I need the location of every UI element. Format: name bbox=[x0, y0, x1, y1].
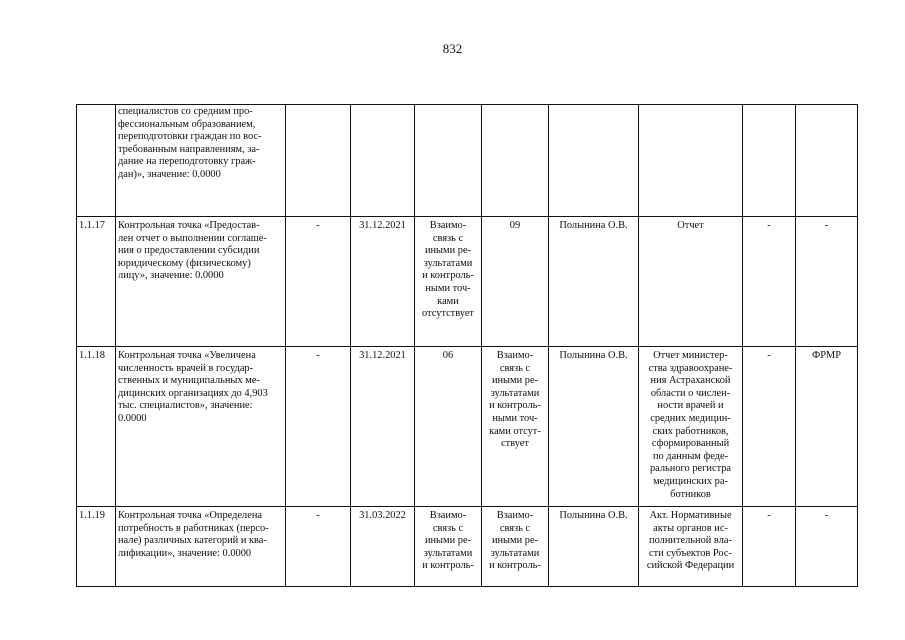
cell-document bbox=[639, 105, 743, 217]
cell-text-line: ками bbox=[437, 295, 459, 307]
cell-text-line: по данным феде- bbox=[652, 450, 729, 462]
cell-description bbox=[116, 217, 286, 347]
cell-responsible bbox=[549, 105, 639, 217]
page-number: 832 bbox=[442, 41, 463, 56]
cell-text-line: Полынина О.В. bbox=[559, 220, 628, 231]
cell-col6 bbox=[482, 507, 549, 587]
cell-text-line: - bbox=[767, 220, 771, 231]
cell-text-line: иными ре- bbox=[491, 535, 539, 547]
cell-text-line: тыс. специалистов», значение: bbox=[118, 400, 253, 412]
cell-text-line: рального регистра bbox=[649, 463, 732, 475]
cell-text-line: иными ре- bbox=[491, 375, 539, 387]
cell-responsible bbox=[549, 347, 639, 507]
cell-text-line: иными ре- bbox=[424, 535, 472, 547]
cell-text-line: дицинских организациях до 4,903 bbox=[118, 387, 268, 399]
cell-text-line: - bbox=[316, 510, 320, 521]
cell-number bbox=[77, 347, 116, 507]
cell-text-line: дан)», значение: 0.0000 bbox=[118, 168, 221, 180]
cell-description bbox=[116, 105, 286, 217]
cell-text-line: и контроль- bbox=[489, 400, 541, 412]
cell-col6 bbox=[482, 347, 549, 507]
cell-text-line: переподготовки граждан по вос- bbox=[118, 131, 262, 143]
cell-text-line: ственных и муниципальных ме- bbox=[118, 375, 260, 387]
cell-text-line: связь с bbox=[432, 522, 464, 534]
cell-number bbox=[77, 217, 116, 347]
cell-col3 bbox=[286, 347, 351, 507]
cell-text-line: сийской Федерации bbox=[646, 560, 735, 572]
cell-description bbox=[116, 347, 286, 507]
cell-text-line: ботников bbox=[670, 488, 711, 500]
cell-text-line: ности врачей и bbox=[657, 400, 724, 412]
cell-text-line: и контроль- bbox=[489, 560, 541, 572]
cell-date bbox=[351, 105, 415, 217]
cell-col9 bbox=[743, 507, 796, 587]
cell-text-line: области о числен- bbox=[650, 387, 731, 399]
cell-text-line: - bbox=[824, 510, 829, 521]
cell-col3 bbox=[286, 217, 351, 347]
cell-col10 bbox=[796, 347, 858, 507]
cell-text: 1.1.19 bbox=[79, 510, 105, 521]
cell-text-line: требованным направлениям, за- bbox=[118, 143, 260, 155]
cell-text-line: - bbox=[316, 220, 320, 231]
table-row bbox=[77, 507, 858, 587]
cell-text-line: потребность в работниках (персо- bbox=[118, 522, 269, 534]
cell-text-line: Полынина О.В. bbox=[559, 350, 628, 361]
table-row bbox=[77, 217, 858, 347]
cell-document bbox=[639, 507, 743, 587]
table-row bbox=[77, 347, 858, 507]
cell-text-line: ными точ- bbox=[492, 412, 538, 424]
cell-text-line: специалистов со средним про- bbox=[118, 106, 253, 117]
cell-col9 bbox=[743, 105, 796, 217]
cell-number bbox=[77, 507, 116, 587]
cell-text-line: ния Астраханской bbox=[650, 375, 731, 387]
cell-text-line: Отчет министер- bbox=[653, 350, 728, 361]
cell-text-line: Взаимо- bbox=[496, 350, 534, 361]
cell-col5 bbox=[415, 217, 482, 347]
cell-text-line: Взаимо- bbox=[429, 510, 467, 521]
cell-text-line: ками отсут- bbox=[489, 425, 541, 437]
cell-text-line: полнительной вла- bbox=[649, 535, 732, 547]
cell-text-line: ФРМР bbox=[811, 350, 841, 361]
cell-col10 bbox=[796, 217, 858, 347]
cell-text-line: ских работников, bbox=[652, 425, 729, 437]
cell-text-line: лицу», значение: 0.0000 bbox=[118, 270, 224, 282]
cell-text-line: нале) различных категорий и ква- bbox=[118, 535, 267, 547]
cell-text-line: лен отчет о выполнении соглаше- bbox=[118, 232, 267, 244]
cell-text-line: Взаимо- bbox=[429, 220, 467, 231]
cell-text-line: ния о предоставлении субсидии bbox=[118, 245, 260, 257]
document-table bbox=[76, 104, 858, 587]
cell-text-line: и контроль- bbox=[422, 270, 474, 282]
cell-col10 bbox=[796, 507, 858, 587]
cell-date bbox=[351, 347, 415, 507]
table-row bbox=[77, 105, 858, 217]
cell-text-line: связь с bbox=[432, 232, 464, 244]
cell-text-line: юридическому (физическому) bbox=[118, 257, 251, 269]
cell-text-line: иными ре- bbox=[424, 245, 472, 257]
cell-responsible bbox=[549, 507, 639, 587]
cell-text-line: зультатами bbox=[490, 387, 540, 399]
cell-text-line: Взаимо- bbox=[496, 510, 534, 521]
cell-text-line: ства здравоохране- bbox=[648, 362, 733, 374]
cell-text-line: 31.12.2021 bbox=[359, 220, 406, 231]
cell-document bbox=[639, 347, 743, 507]
cell-col9 bbox=[743, 217, 796, 347]
cell-text-line: ствует bbox=[501, 438, 529, 450]
cell-col5 bbox=[415, 507, 482, 587]
cell-text-line: 09 bbox=[509, 220, 521, 231]
cell-text-line: - bbox=[767, 350, 771, 361]
cell-text-line: и контроль- bbox=[422, 560, 474, 572]
cell-col3 bbox=[286, 105, 351, 217]
cell-text-line: Контрольная точка «Предостав- bbox=[118, 220, 260, 231]
cell-text-line: численность врачей в государ- bbox=[118, 362, 254, 374]
cell-text-line: зультатами bbox=[423, 547, 473, 559]
cell-text-line: лификации», значение: 0.0000 bbox=[118, 547, 252, 559]
cell-text-line: Контрольная точка «Определена bbox=[118, 510, 263, 521]
cell-col9 bbox=[743, 347, 796, 507]
cell-text-line: дание на переподготовку граж- bbox=[118, 156, 256, 168]
cell-text-line: связь с bbox=[499, 362, 531, 374]
cell-responsible bbox=[549, 217, 639, 347]
cell-col6 bbox=[482, 217, 549, 347]
cell-text-line: акты органов ис- bbox=[653, 522, 728, 534]
cell-text-line: - bbox=[824, 220, 829, 231]
cell-text-line: 31.03.2022 bbox=[359, 510, 406, 521]
cell-text-line: зультатами bbox=[490, 547, 540, 559]
cell-date bbox=[351, 217, 415, 347]
cell-text-line: 0.0000 bbox=[118, 412, 147, 424]
cell-text-line: зультатами bbox=[423, 257, 473, 269]
cell-text-line: связь с bbox=[499, 522, 531, 534]
cell-text-line: сформированный bbox=[651, 438, 730, 450]
cell-text-line: отсутствует bbox=[422, 308, 474, 320]
cell-col10 bbox=[796, 105, 858, 217]
cell-col5 bbox=[415, 347, 482, 507]
cell-text: 1.1.17 bbox=[79, 220, 105, 231]
cell-text-line: Полынина О.В. bbox=[559, 510, 628, 521]
cell-col3 bbox=[286, 507, 351, 587]
cell-description bbox=[116, 507, 286, 587]
cell-number bbox=[77, 105, 116, 217]
cell-text-line: Контрольная точка «Увеличена bbox=[118, 350, 256, 361]
cell-text-line: фессиональным образованием, bbox=[118, 118, 256, 130]
cell-text-line: медицинских ра- bbox=[653, 475, 728, 487]
cell-text-line: - bbox=[316, 350, 320, 361]
cell-text-line: - bbox=[767, 510, 771, 521]
cell-text-line: Акт. Нормативные bbox=[649, 510, 732, 521]
cell-date bbox=[351, 507, 415, 587]
cell-text-line: 06 bbox=[442, 350, 454, 361]
cell-text-line: средних медицин- bbox=[650, 412, 731, 424]
cell-col5 bbox=[415, 105, 482, 217]
cell-text-line: сти субъектов Рос- bbox=[649, 547, 732, 559]
cell-text-line: 31.12.2021 bbox=[359, 350, 406, 361]
cell-col6 bbox=[482, 105, 549, 217]
cell-text-line: ными точ- bbox=[425, 282, 471, 294]
cell-document bbox=[639, 217, 743, 347]
cell-text: 1.1.18 bbox=[79, 350, 105, 361]
cell-text-line: Отчет bbox=[677, 220, 704, 231]
